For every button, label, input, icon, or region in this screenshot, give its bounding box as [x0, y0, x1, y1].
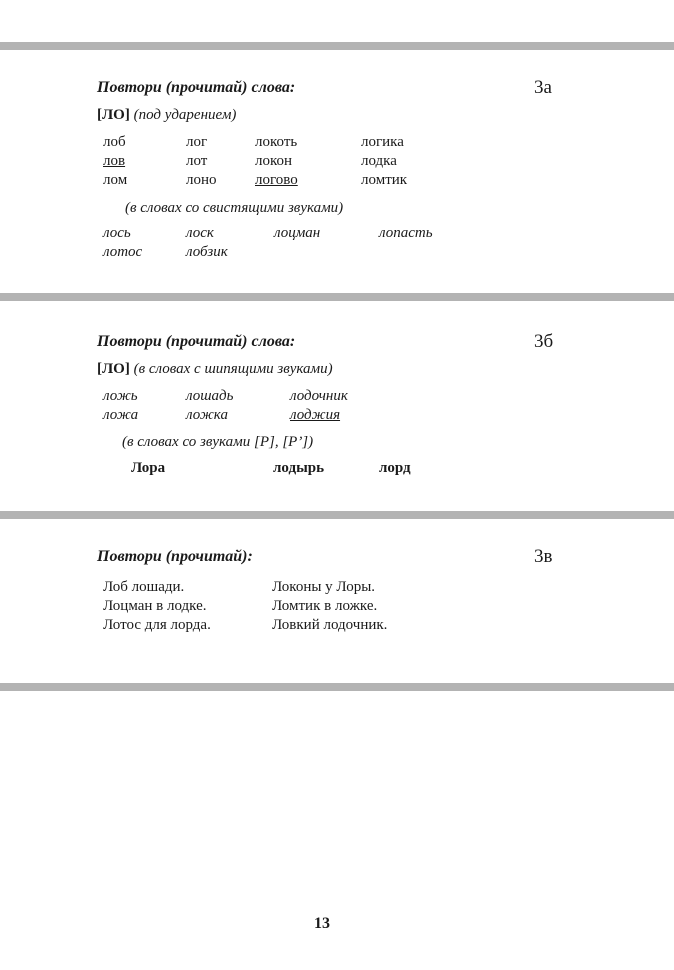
word: лоб	[103, 134, 126, 150]
syllable: [ЛО]	[97, 361, 130, 377]
word: лоск	[186, 225, 214, 241]
exercise-number: 3в	[534, 546, 553, 567]
word-underlined: логово	[255, 172, 298, 188]
word: лог	[186, 134, 208, 150]
word: лотос	[103, 244, 143, 260]
word: ложь	[103, 388, 138, 404]
word: лодка	[361, 153, 397, 169]
exercise-number: 3а	[534, 77, 552, 98]
exercise-number: 3б	[534, 331, 554, 352]
word: лоцман	[274, 225, 321, 241]
word: лобзик	[186, 244, 228, 260]
exercise-heading: Повтори (прочитай) слова:	[97, 333, 296, 350]
subnote: (в словах со свистящими звуками)	[125, 200, 344, 216]
word: лорд	[379, 460, 411, 476]
sentence: Ловкий лодочник.	[272, 617, 388, 633]
syllable-note: (под ударением)	[133, 107, 237, 123]
sentence: Локоны у Лоры.	[272, 579, 376, 595]
syllable-note: (в словах с шипящими звуками)	[133, 361, 333, 377]
word: ложа	[103, 407, 139, 423]
word-underlined: лов	[103, 153, 126, 169]
word: лопасть	[379, 225, 433, 241]
divider-3b-3v	[0, 511, 674, 519]
word: лодочник	[290, 388, 348, 404]
word: лоно	[186, 172, 217, 188]
sentence: Лотос для лорда.	[103, 617, 211, 633]
word: лось	[103, 225, 131, 241]
word: лодырь	[273, 460, 325, 476]
exercise-heading: Повтори (прочитай):	[97, 548, 253, 565]
word: логика	[361, 134, 404, 150]
divider-bottom	[0, 683, 674, 691]
word: Лора	[131, 460, 166, 476]
syllable-line	[97, 361, 333, 378]
word: лошадь	[186, 388, 234, 404]
syllable: [ЛО]	[97, 107, 130, 123]
page-number: 13	[314, 915, 330, 932]
sentence: Лоб лошади.	[103, 579, 185, 595]
sentence: Лоцман в лодке.	[103, 598, 207, 614]
word: лом	[103, 172, 128, 188]
word: ложка	[186, 407, 228, 423]
sentence: Ломтик в ложке.	[272, 598, 378, 614]
exercise-heading: Повтори (прочитай) слова:	[97, 79, 296, 96]
word: локоть	[255, 134, 298, 150]
divider-3a-3b	[0, 293, 674, 301]
word-underlined: лоджия	[290, 407, 341, 423]
syllable-line	[97, 107, 236, 124]
word: ломтик	[361, 172, 408, 188]
divider-top	[0, 42, 674, 50]
word: локон	[255, 153, 293, 169]
subnote: (в словах со звуками [Р], [Р’])	[122, 434, 314, 450]
word: лот	[186, 153, 208, 169]
